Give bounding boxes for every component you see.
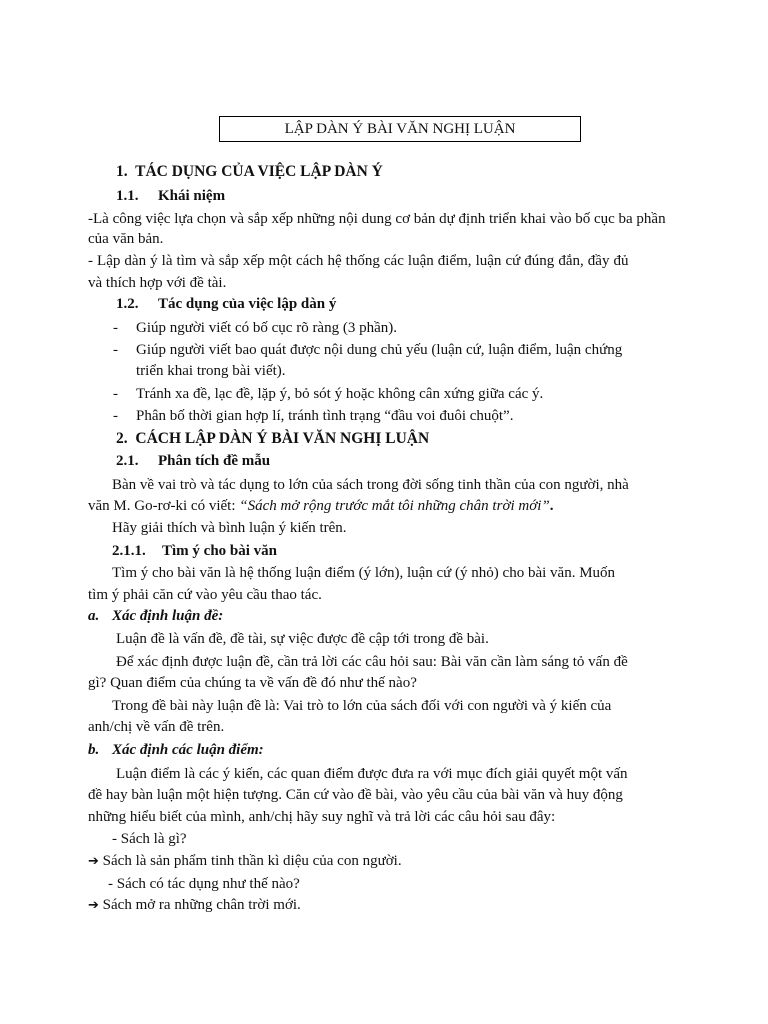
bullet-item: Giúp người viết bao quát được nội dung chủ yếu (luận cứ, luận điểm, luận chứng <box>136 342 623 358</box>
bullet-dash: - <box>113 408 118 424</box>
quote-period: . <box>549 498 554 514</box>
subsection-a-label: a. <box>88 608 100 624</box>
bullet-dash: - <box>113 386 118 402</box>
section-1-1-number: 1.1. <box>116 188 139 204</box>
arrow-right-icon: ➔ <box>88 898 99 913</box>
answer-2-text: Sách mở ra những chân trời mới. <box>102 897 301 913</box>
section-2-number: 2. <box>116 430 128 447</box>
answer-2 <box>88 894 678 917</box>
paragraph-8-line-2: anh/chị về vấn đề trên. <box>88 719 225 735</box>
subsection-b-title: Xác định các luận điểm: <box>112 742 264 758</box>
paragraph-3-line-2 <box>88 495 678 517</box>
paragraph-9-line-2: đề hay bàn luận một hiện tượng. Căn cứ vào đề bài, vào yêu cầu của bài văn và huy động <box>88 787 623 803</box>
bullet-item: Giúp người viết có bố cục rõ ràng (3 phần). <box>136 320 397 336</box>
section-1-2-heading <box>116 293 706 315</box>
section-2-1-number: 2.1. <box>116 453 139 469</box>
paragraph-9-line-1: Luận điểm là các ý kiến, các quan điểm được đưa ra với mục đích giải quyết một vấn <box>116 766 628 782</box>
paragraph-7-line-1: Để xác định được luận đề, cần trả lời các câu hỏi sau: Bài văn cần làm sáng tỏ vấn đề <box>116 654 628 670</box>
gorky-quote: “Sách mở rộng trước mắt tôi những chân trời mới” <box>239 498 550 514</box>
section-2-heading <box>116 428 706 450</box>
section-2-1-1-heading <box>112 540 702 562</box>
subsection-a-title: Xác định luận đề: <box>112 608 224 624</box>
section-2-1-heading <box>116 450 706 472</box>
paragraph-3-text: văn M. Go-rơ-ki có viết: <box>88 498 240 514</box>
question-2: - Sách có tác dụng như thế nào? <box>108 876 300 892</box>
section-1-2-number: 1.2. <box>116 296 139 312</box>
section-2-title: CÁCH LẬP DÀN Ý BÀI VĂN NGHỊ LUẬN <box>135 430 430 447</box>
bullet-dash: - <box>113 342 118 358</box>
paragraph-2-line-1: - Lập dàn ý là tìm và sắp xếp một cách hệ thống các luận điểm, luận cứ đúng đắn, đầy đủ <box>88 253 629 269</box>
arrow-right-icon: ➔ <box>88 854 99 869</box>
paragraph-7-line-2: gì? Quan điểm của chúng ta về vấn đề đó như thế nào? <box>88 675 417 691</box>
subsection-a-heading <box>88 605 678 627</box>
bullet-item: Tránh xa đề, lạc đề, lặp ý, bỏ sót ý hoặc không cân xứng giữa các ý. <box>136 386 544 402</box>
section-1-title: TÁC DỤNG CỦA VIỆC LẬP DÀN Ý <box>135 163 383 180</box>
bullet-item: Phân bố thời gian hợp lí, tránh tình trạng “đầu voi đuôi chuột”. <box>136 408 514 424</box>
subsection-b-heading <box>88 739 678 761</box>
paragraph-1-line-1: -Là công việc lựa chọn và sắp xếp những nội dung cơ bản dự định triển khai vào bố cục ba phần <box>88 211 666 227</box>
paragraph-4: Hãy giải thích và bình luận ý kiến trên. <box>112 520 347 536</box>
bullet-item-continuation: triển khai trong bài viết). <box>136 363 286 379</box>
paragraph-9-line-3: những hiểu biết của mình, anh/chị hãy suy nghĩ và trả lời các câu hỏi sau đây: <box>88 809 556 825</box>
section-2-1-1-title: Tìm ý cho bài văn <box>162 543 278 559</box>
bullet-dash: - <box>113 320 118 336</box>
answer-1 <box>88 850 678 873</box>
section-2-1-1-number: 2.1.1. <box>112 543 146 559</box>
paragraph-8-line-1: Trong đề bài này luận đề là: Vai trò to lớn của sách đối với con người và ý kiến của <box>112 698 612 714</box>
section-2-1-title: Phân tích đề mẫu <box>158 453 271 469</box>
subsection-b-label: b. <box>88 742 100 758</box>
section-1-1-title: Khái niệm <box>158 188 226 204</box>
paragraph-6: Luận đề là vấn đề, đề tài, sự việc được đề cập tới trong đề bài. <box>116 631 489 647</box>
answer-1-text: Sách là sản phẩm tinh thần kì diệu của con người. <box>102 853 402 869</box>
question-1: - Sách là gì? <box>112 831 187 847</box>
paragraph-5-line-2: tìm ý phải căn cứ vào yêu cầu thao tác. <box>88 587 322 603</box>
section-1-2-title: Tác dụng của việc lập dàn ý <box>158 296 337 312</box>
document-title: LẬP DÀN Ý BÀI VĂN NGHỊ LUẬN <box>219 116 581 142</box>
paragraph-3-line-1: Bàn về vai trò và tác dụng to lớn của sách trong đời sống tinh thần của con người, nhà <box>112 477 629 493</box>
section-1-1-heading <box>116 185 706 207</box>
section-1-number: 1. <box>116 163 128 180</box>
paragraph-5-line-1: Tìm ý cho bài văn là hệ thống luận điểm (ý lớn), luận cứ (ý nhỏ) cho bài văn. Muốn <box>112 565 616 581</box>
section-1-heading <box>116 161 706 183</box>
paragraph-2-line-2: và thích hợp với đề tài. <box>88 275 227 291</box>
paragraph-1-line-2: của văn bản. <box>88 231 164 247</box>
